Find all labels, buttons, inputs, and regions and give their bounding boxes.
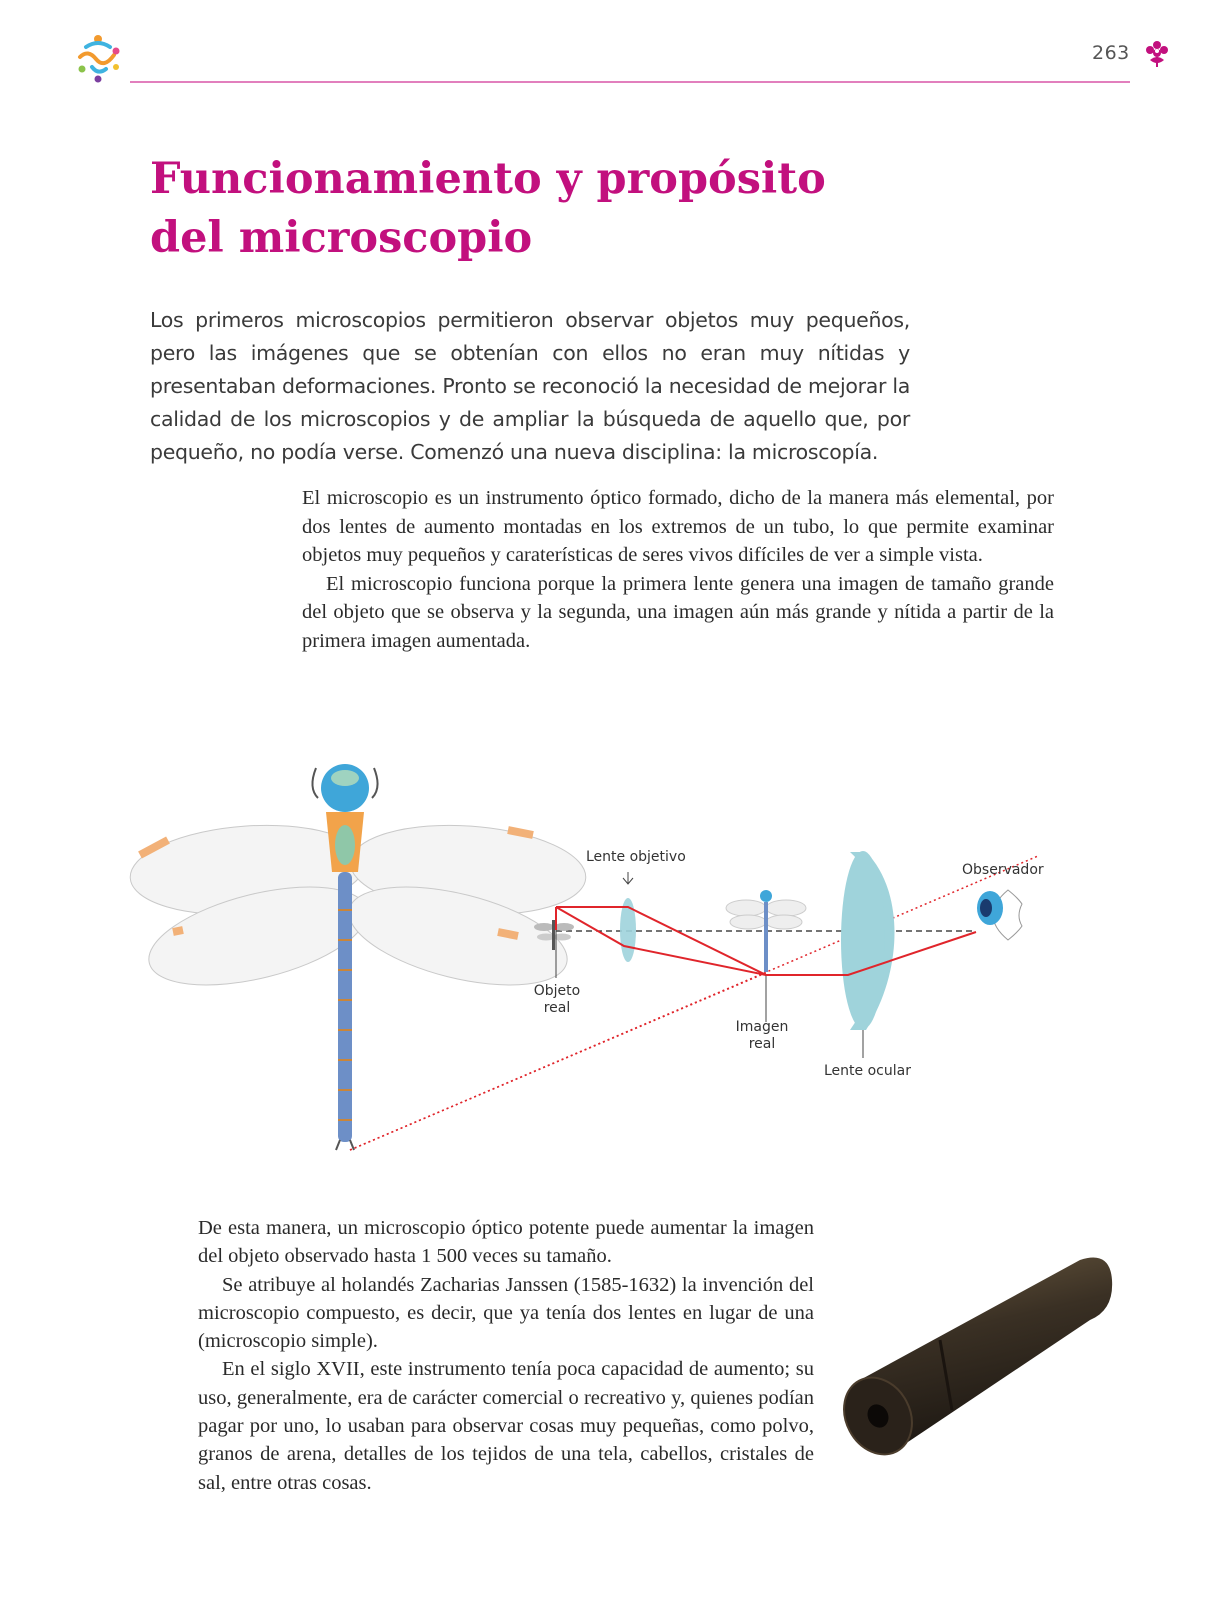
intro-paragraph: Los primeros microscopios permitieron observar objetos muy pequeños, pero las imágenes que se obtenían con ellos no eran muy nítidas y presentaban deformaciones. Pronto se reconoció la necesidad de mejorar la calidad de los microscopios y de ampliar la búsqueda de aquello que, por pequeño, no podía verse. Comenzó una nueva disciplina: la microscopía. (150, 308, 910, 464)
body1-paragraph-1: El microscopio es un instrumento óptico formado, dicho de la manera más elemental, por dos lentes de aumento montadas en los extremos de un tubo, lo que permite examinar objetos muy pequeños y caraterísticas de seres vivos difíciles de ver a simple vista. (302, 487, 1054, 566)
eyepiece-lens-body (841, 851, 885, 1029)
header-rule (130, 81, 1130, 83)
body2-paragraph-2: Se atribuye al holandés Zacharias Janssen (1585-1632) la invención del microscopio compuesto, es decir, que ya tenía dos lentes en lugar de una (microscopio simple). (198, 1273, 814, 1353)
label-real-object-1: Objeto (533, 983, 581, 999)
body1-paragraph-2: El microscopio funciona porque la primera lente genera una imagen de tamaño grande del objeto que se observa y la segunda, una imagen aún más grande y nítida a partir de la primera imagen aumentada. (302, 572, 1054, 652)
label-real-image-1: Imagen (735, 1019, 789, 1035)
microscope-diagram (128, 760, 1078, 1170)
body-section-1 (302, 484, 1054, 655)
label-real-object-2: real (543, 1000, 571, 1016)
flower-ornament-icon (1144, 40, 1170, 68)
page-number: 263 (1092, 42, 1130, 64)
label-eyepiece: Lente ocular (824, 1063, 911, 1079)
title-line-1: Funcionamiento y propósito (150, 154, 826, 204)
body2-paragraph-1: De esta manera, un microscopio óptico potente puede aumentar la imagen del objeto observado hasta 1 500 veces su tamaño. (198, 1217, 814, 1268)
label-real-image-2: real (748, 1036, 776, 1052)
century-numeral: XVII (316, 1358, 360, 1381)
page-title (150, 150, 910, 268)
label-objective-lens: Lente objetivo (586, 849, 686, 865)
label-observer: Observador (962, 862, 1044, 878)
observer-eye-icon (977, 890, 1022, 940)
series-logo-icon (72, 33, 128, 85)
dragonfly-large-illustration (128, 764, 589, 1150)
body-section-2 (198, 1214, 814, 1497)
body2-paragraph-3: En el siglo XVII, este instrumento tenía poca capacidad de aumento; su uso, generalmente, era de carácter comercial o recreativo y, quienes podían pagar por uno, lo usaban para observar cosas muy pequeñas, como polvo, granos de arena, detalles de los tejidos de una tela, cabellos, cristales de sal, entre otras cosas. (198, 1358, 814, 1494)
title-line-2: del microscopio (150, 213, 533, 263)
antique-microscope-tube-image (840, 1240, 1130, 1470)
